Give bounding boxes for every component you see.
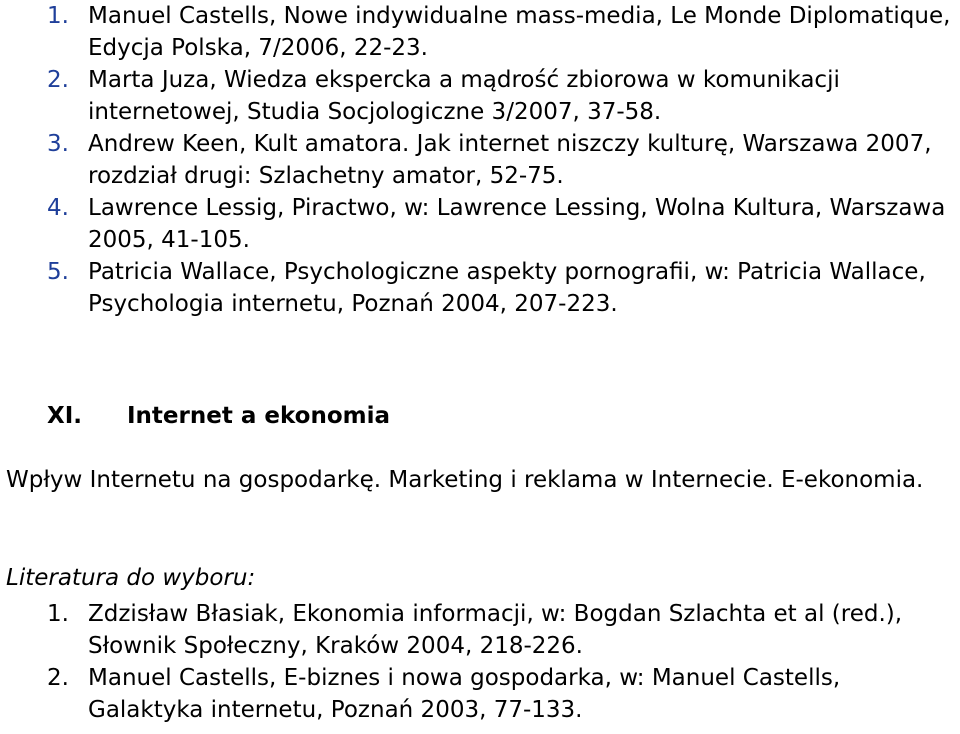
list-item: [0, 64, 955, 128]
list-item-number: 1.: [47, 601, 69, 627]
list-item-number: 5.: [47, 259, 69, 285]
list-item: [0, 128, 955, 192]
section-title: Internet a ekonomia: [127, 403, 390, 429]
literature-heading: Literatura do wyboru:: [6, 565, 256, 591]
reference-list-top: [0, 0, 955, 320]
list-item-number: 2.: [47, 665, 69, 691]
list-item: [0, 192, 955, 256]
reference-list-bottom: [0, 598, 955, 726]
list-item-text: Manuel Castells, E-biznes i nowa gospodarka, w: Manuel Castells, Galaktyka internetu, Poznań 2003, 77-133.: [88, 665, 841, 723]
list-item: [0, 0, 955, 64]
list-item-text: Andrew Keen, Kult amatora. Jak internet niszczy kulturę, Warszawa 2007, rozdział drugi: Szlachetny amator, 52-75.: [88, 131, 932, 189]
list-item-text: Zdzisław Błasiak, Ekonomia informacji, w: Bogdan Szlachta et al (red.), Słownik Społeczny, Kraków 2004, 218-226.: [88, 601, 903, 659]
list-item: [0, 662, 955, 726]
list-item-text: Marta Juza, Wiedza ekspercka a mądrość zbiorowa w komunikacji internetowej, Studia Socjologiczne 3/2007, 37-58.: [88, 67, 840, 125]
section-intro: Wpływ Internetu na gospodarkę. Marketing i reklama w Internecie. E-ekonomia.: [6, 467, 924, 493]
list-item-text: Lawrence Lessig, Piractwo, w: Lawrence Lessing, Wolna Kultura, Warszawa 2005, 41-105.: [88, 195, 946, 253]
list-item: [0, 256, 955, 320]
list-item-number: 3.: [47, 131, 69, 157]
list-item: [0, 598, 955, 662]
list-item-number: 2.: [47, 67, 69, 93]
list-item-text: Patricia Wallace, Psychologiczne aspekty pornografii, w: Patricia Wallace, Psychologia internetu, Poznań 2004, 207-223.: [88, 259, 926, 317]
list-item-number: 4.: [47, 195, 69, 221]
list-item-number: 1.: [47, 3, 69, 29]
list-item-text: Manuel Castells, Nowe indywidualne mass-media, Le Monde Diplomatique, Edycja Polska, 7/2006, 22-23.: [88, 3, 951, 61]
section-heading: [47, 400, 390, 432]
section-number: XI.: [47, 403, 83, 429]
